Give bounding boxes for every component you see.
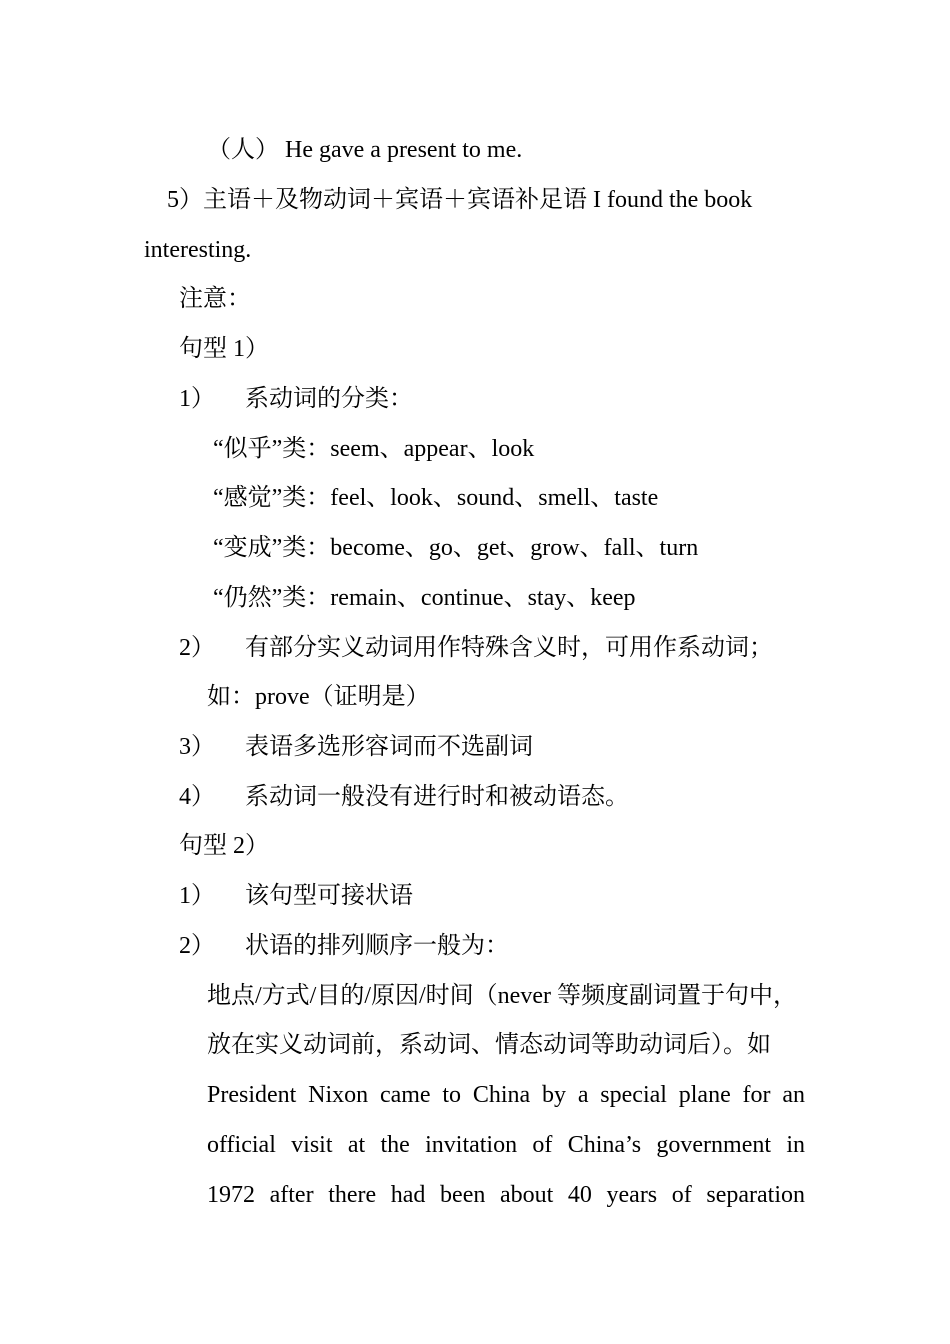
pattern-2-heading: 句型 2） xyxy=(179,833,269,859)
example-paragraph-line-3: 1972 after there had been about 40 years of separation xyxy=(207,1182,805,1208)
list-item xyxy=(179,384,413,414)
list-text: 系动词一般没有进行时和被动语态。 xyxy=(245,784,629,810)
note-heading: 注意： xyxy=(179,286,251,312)
adverbial-order-text: 地点/方式/目的/原因/时间（never 等频度副词置于句中， xyxy=(207,983,797,1009)
pattern-1-heading: 句型 1） xyxy=(179,336,269,362)
example-sentence-svoo: （人） He gave a present to me. xyxy=(207,137,523,163)
example-paragraph-line-2: official visit at the invitation of China’s government in xyxy=(207,1132,805,1158)
linking-verb-category-seem: “似乎”类：seem、appear、look xyxy=(213,436,535,462)
list-item xyxy=(179,782,629,812)
list-item xyxy=(179,931,509,961)
list-text: 表语多选形容词而不选副词 xyxy=(245,734,533,760)
linking-verb-category-sense: “感觉”类：feel、look、sound、smell、taste xyxy=(213,485,659,511)
list-number: 3） xyxy=(179,734,215,760)
linking-verb-category-remain: “仍然”类：remain、continue、stay、keep xyxy=(213,585,636,611)
list-number: 2） xyxy=(179,933,215,959)
list-text: 状语的排列顺序一般为： xyxy=(245,933,509,959)
list-item xyxy=(179,732,533,762)
list-number: 1） xyxy=(179,386,215,412)
list-number: 4） xyxy=(179,784,215,810)
list-number: 1） xyxy=(179,883,215,909)
example-paragraph-line-1: President Nixon came to China by a special plane for an xyxy=(207,1082,805,1108)
sentence-pattern-5-continued: interesting. xyxy=(144,237,252,263)
sentence-pattern-5: 5）主语＋及物动词＋宾语＋宾语补足语 I found the book xyxy=(167,187,753,213)
list-item xyxy=(179,633,773,663)
list-text: 系动词的分类： xyxy=(245,386,413,412)
example-prove: 如：prove（证明是） xyxy=(207,684,430,710)
adverbial-order-text-continued: 放在实义动词前，系动词、情态动词等助动词后）。如 xyxy=(207,1032,771,1058)
list-number: 2） xyxy=(179,635,215,661)
list-text: 该句型可接状语 xyxy=(245,883,413,909)
linking-verb-category-become: “变成”类：become、go、get、grow、fall、turn xyxy=(213,535,699,561)
list-text: 有部分实义动词用作特殊含义时，可用作系动词； xyxy=(245,635,773,661)
list-item xyxy=(179,881,413,911)
